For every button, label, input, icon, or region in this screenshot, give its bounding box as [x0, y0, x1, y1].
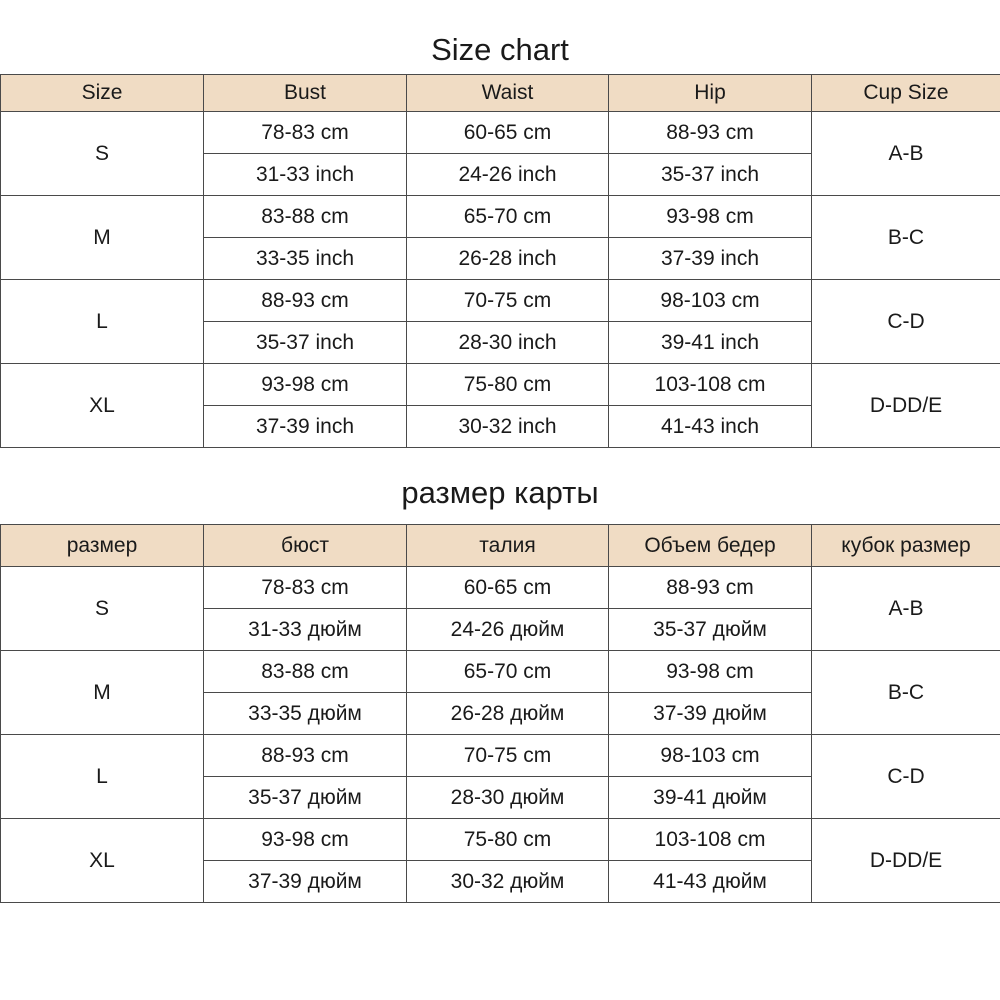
waist-cm-cell: 70-75 cm — [407, 280, 609, 322]
hip-inch-cell: 35-37 дюйм — [609, 609, 812, 651]
waist-inch-cell: 24-26 дюйм — [407, 609, 609, 651]
hip-cm-cell: 93-98 cm — [609, 196, 812, 238]
table-header-row — [1, 525, 1000, 567]
header-waist: Waist — [407, 75, 609, 112]
bust-cm-cell: 93-98 cm — [204, 364, 407, 406]
size-cell: S — [1, 567, 204, 651]
bust-inch-cell: 33-35 дюйм — [204, 693, 407, 735]
hip-cm-cell: 88-93 cm — [609, 567, 812, 609]
table-row — [1, 280, 1000, 322]
size-cell: M — [1, 651, 204, 735]
bust-inch-cell: 35-37 inch — [204, 322, 407, 364]
header-size: Size — [1, 75, 204, 112]
table-row — [1, 819, 1000, 861]
header-cup-size: Cup Size — [812, 75, 1000, 112]
size-cell: S — [1, 112, 204, 196]
cup-size-cell: A-B — [812, 567, 1000, 651]
size-cell: M — [1, 196, 204, 280]
waist-cm-cell: 65-70 cm — [407, 196, 609, 238]
hip-cm-cell: 98-103 cm — [609, 280, 812, 322]
waist-inch-cell: 28-30 дюйм — [407, 777, 609, 819]
hip-inch-cell: 41-43 inch — [609, 406, 812, 448]
bust-cm-cell: 78-83 cm — [204, 112, 407, 154]
waist-inch-cell: 26-28 inch — [407, 238, 609, 280]
bust-inch-cell: 37-39 дюйм — [204, 861, 407, 903]
table-row — [1, 567, 1000, 609]
bust-cm-cell: 88-93 cm — [204, 735, 407, 777]
hip-inch-cell: 39-41 inch — [609, 322, 812, 364]
hip-inch-cell: 37-39 inch — [609, 238, 812, 280]
waist-inch-cell: 26-28 дюйм — [407, 693, 609, 735]
cup-size-cell: B-C — [812, 196, 1000, 280]
waist-cm-cell: 70-75 cm — [407, 735, 609, 777]
cup-size-cell: C-D — [812, 280, 1000, 364]
bust-cm-cell: 88-93 cm — [204, 280, 407, 322]
bust-inch-cell: 31-33 дюйм — [204, 609, 407, 651]
header-bust: бюст — [204, 525, 407, 567]
waist-inch-cell: 24-26 inch — [407, 154, 609, 196]
hip-cm-cell: 98-103 cm — [609, 735, 812, 777]
bust-cm-cell: 83-88 cm — [204, 651, 407, 693]
table-header-row — [1, 75, 1000, 112]
bust-cm-cell: 93-98 cm — [204, 819, 407, 861]
waist-inch-cell: 30-32 inch — [407, 406, 609, 448]
table-row — [1, 364, 1000, 406]
header-bust: Bust — [204, 75, 407, 112]
hip-inch-cell: 35-37 inch — [609, 154, 812, 196]
table-row — [1, 651, 1000, 693]
header-cup-size: кубок размер — [812, 525, 1000, 567]
bust-inch-cell: 31-33 inch — [204, 154, 407, 196]
cup-size-cell: C-D — [812, 735, 1000, 819]
header-size: размер — [1, 525, 204, 567]
cup-size-cell: B-C — [812, 651, 1000, 735]
waist-inch-cell: 28-30 inch — [407, 322, 609, 364]
hip-inch-cell: 37-39 дюйм — [609, 693, 812, 735]
hip-cm-cell: 93-98 cm — [609, 651, 812, 693]
hip-cm-cell: 88-93 cm — [609, 112, 812, 154]
bust-inch-cell: 33-35 inch — [204, 238, 407, 280]
hip-inch-cell: 41-43 дюйм — [609, 861, 812, 903]
hip-inch-cell: 39-41 дюйм — [609, 777, 812, 819]
bust-inch-cell: 37-39 inch — [204, 406, 407, 448]
waist-inch-cell: 30-32 дюйм — [407, 861, 609, 903]
bust-cm-cell: 83-88 cm — [204, 196, 407, 238]
cup-size-cell: D-DD/E — [812, 364, 1000, 448]
waist-cm-cell: 65-70 cm — [407, 651, 609, 693]
size-chart-title-russian: размер карты — [401, 475, 599, 510]
size-cell: L — [1, 280, 204, 364]
waist-cm-cell: 75-80 cm — [407, 364, 609, 406]
bust-inch-cell: 35-37 дюйм — [204, 777, 407, 819]
waist-cm-cell: 60-65 cm — [407, 112, 609, 154]
hip-cm-cell: 103-108 cm — [609, 819, 812, 861]
header-waist: талия — [407, 525, 609, 567]
table-row — [1, 196, 1000, 238]
size-chart-table-russian — [0, 524, 1000, 903]
cup-size-cell: A-B — [812, 112, 1000, 196]
header-hip: Объем бедер — [609, 525, 812, 567]
table-row — [1, 735, 1000, 777]
size-cell: L — [1, 735, 204, 819]
waist-cm-cell: 75-80 cm — [407, 819, 609, 861]
size-chart-table-english — [0, 74, 1000, 448]
cup-size-cell: D-DD/E — [812, 819, 1000, 903]
bust-cm-cell: 78-83 cm — [204, 567, 407, 609]
table-row — [1, 112, 1000, 154]
hip-cm-cell: 103-108 cm — [609, 364, 812, 406]
waist-cm-cell: 60-65 cm — [407, 567, 609, 609]
size-cell: XL — [1, 364, 204, 448]
header-hip: Hip — [609, 75, 812, 112]
size-chart-title: Size chart — [431, 32, 569, 67]
size-cell: XL — [1, 819, 204, 903]
